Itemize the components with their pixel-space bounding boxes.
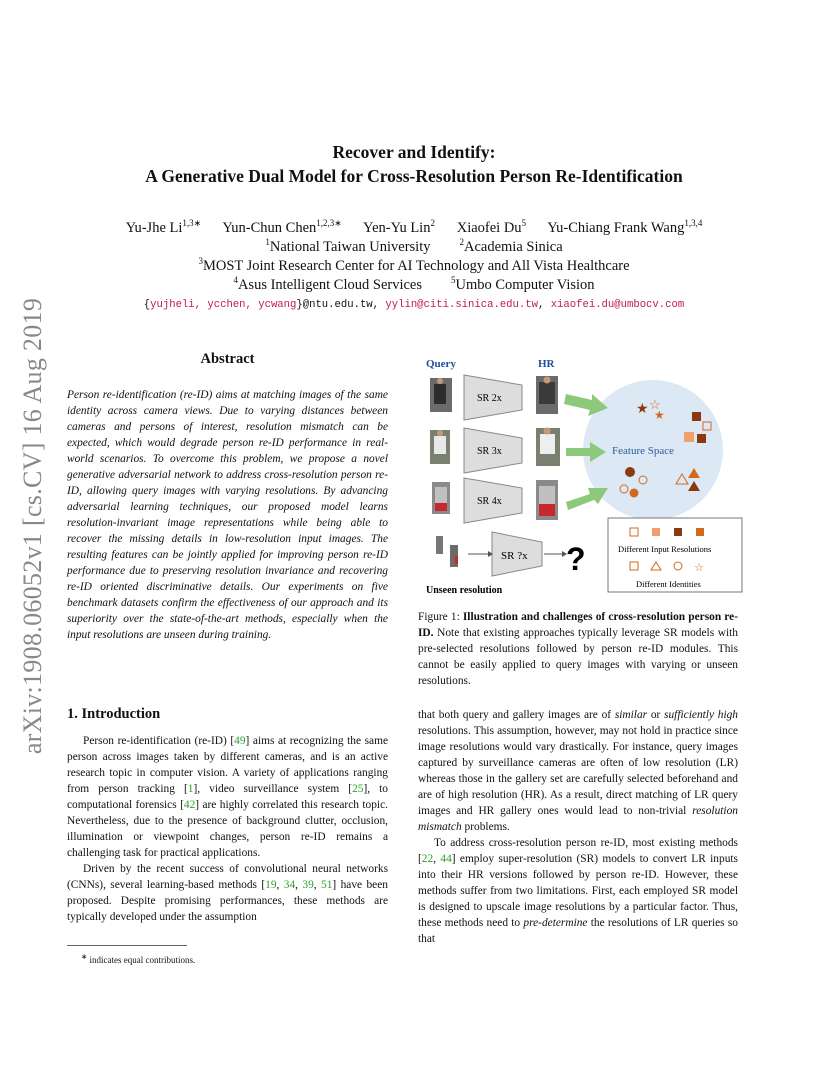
email-link[interactable]: yylin@citi.sinica.edu.tw [385, 299, 538, 311]
arxiv-identifier: arXiv:1908.06052v1 [cs.CV] 16 Aug 2019 [18, 297, 47, 755]
person-image [432, 482, 450, 514]
text: Person re-identification (re-ID) [ [83, 735, 235, 747]
square-icon [684, 432, 694, 442]
footnote [81, 952, 195, 965]
text: ], video surveillance system [ [193, 783, 353, 795]
affiliation: Asus Intelligent Cloud Services [237, 276, 422, 293]
affiliation-line-3 [0, 275, 828, 294]
text: problems. [461, 821, 510, 833]
sr-label-2x: SR 2x [477, 393, 502, 404]
square-icon [692, 412, 701, 421]
affiliation-line-2 [0, 256, 828, 275]
footnote-rule [67, 945, 187, 946]
introduction-heading: 1. Introduction [67, 706, 161, 722]
text: ], to computational forensics [ [67, 783, 388, 811]
figure-1 [418, 350, 748, 598]
paper-title-line-1: Recover and Identify: [332, 142, 496, 162]
author-affil-mark: 1,3∗ [182, 218, 202, 228]
emphasis: sufficiently high [664, 709, 739, 721]
text: that both query and gallery images are of [418, 709, 615, 721]
text: Driven by the recent success of convolutional neural networks (CNNs), several learning-based methods [ [67, 863, 388, 891]
author: Yu-Jhe Li [125, 219, 183, 236]
affiliation: MOST Joint Research Center for AI Technology and All Vista Healthcare [202, 257, 630, 274]
person-image [430, 378, 452, 412]
circle-icon [625, 467, 635, 477]
paragraph [67, 861, 388, 925]
star-icon: ★ [636, 402, 649, 417]
citation-link[interactable]: 25 [352, 783, 364, 795]
author-affil-mark: 2 [430, 218, 435, 228]
citation-link[interactable]: 34 [283, 879, 296, 891]
affiliation: National Taiwan University [269, 238, 431, 255]
text: the resolutions of LR queries so that [418, 917, 738, 945]
citation-link[interactable]: 42 [183, 799, 196, 811]
paragraph [418, 707, 738, 835]
author-affil-mark: 5 [521, 218, 527, 228]
question-mark: ? [566, 541, 586, 577]
caption-text: Note that existing approaches typically leverage SR models with pre-selected resolutions followed by person re-ID modules. This cannot be easily applied to query images with varying or unseen resolutions. [418, 627, 738, 687]
footnote-mark: ∗ [81, 952, 88, 961]
intro-left-column [67, 733, 388, 925]
author: Xiaofei Du [456, 219, 522, 236]
paper-title-line-2: A Generative Dual Model for Cross-Resolution Person Re-Identification [145, 166, 683, 186]
affil-mark: 2 [459, 237, 464, 247]
caption-prefix: Figure 1: [418, 611, 463, 623]
citation-link[interactable]: 49 [234, 735, 246, 747]
hr-label: HR [538, 358, 555, 370]
text: ] aims at recognizing the same person across images taken by different cameras, and is an active research topic in computer vision. A variety of applications ranging from person tracking [ [67, 735, 388, 795]
affiliation: Academia Sinica [463, 238, 563, 255]
person-image [430, 430, 450, 464]
green-arrow [566, 488, 608, 510]
text: , [295, 879, 303, 891]
affil-mark: 3 [198, 256, 203, 266]
sr-label-4x: SR 4x [477, 496, 502, 507]
circle-icon [630, 489, 639, 498]
caption-bold: Illustration and challenges of cross-resolution person re-ID. [418, 611, 738, 639]
emphasis: pre-determine [523, 917, 588, 929]
text: resolutions. This assumption, however, may not hold in practice since image resolutions would vary drastically. For instance, query images captured by surveillance cameras are often of low resolution (LR) whereas those in the gallery set are carefully selected beforehand and are of high resolution (HR). As a result, direct matching of LR query images and HR gallery ones would lead to non-trivial [418, 725, 738, 817]
email-sep: , [537, 299, 551, 311]
author-affil-mark: 1,3,4 [684, 218, 703, 228]
query-label: Query [426, 358, 456, 370]
sr-label-unknown: SR ?x [501, 550, 528, 562]
citation-link[interactable]: 1 [187, 783, 194, 795]
email-link[interactable]: xiaofei.du@umbocv.com [550, 299, 685, 311]
sr-label-3x: SR 3x [477, 446, 502, 457]
figure-caption [418, 609, 738, 689]
email-line [0, 299, 828, 311]
text: , [313, 879, 322, 891]
author-affil-mark: 1,2,3∗ [316, 218, 342, 228]
citation-link[interactable]: 51 [321, 879, 333, 891]
citation-link[interactable]: 44 [440, 853, 452, 865]
citation-link[interactable]: 22 [421, 853, 434, 865]
text: or [647, 709, 665, 721]
author: Yun-Chun Chen [222, 219, 317, 236]
square-icon [697, 434, 706, 443]
author-list [0, 218, 828, 237]
hr-person-image [536, 376, 558, 414]
affil-mark: 4 [233, 275, 238, 285]
citation-link[interactable]: 39 [302, 879, 314, 891]
affil-mark: 1 [265, 237, 270, 247]
text: ] have been proposed. Despite promising performances, these methods are typically developed under the assumption [67, 879, 388, 923]
legend-resolutions-label: Different Input Resolutions [618, 544, 712, 554]
paragraph [418, 835, 738, 947]
emphasis: resolution mismatch [418, 805, 738, 833]
legend-identities-label: Different Identities [636, 579, 701, 589]
citation-link[interactable]: 19 [265, 879, 277, 891]
star-outline-icon: ☆ [694, 562, 704, 574]
paragraph [67, 733, 388, 861]
text: ] are highly correlated this research topic. Nevertheless, due to the presence of background clutter, occlusion, illumination or viewpoint changes, person re-ID remains a challenging task for practical applications. [67, 799, 388, 859]
emphasis: similar [614, 709, 648, 721]
abstract-heading: Abstract [200, 351, 255, 367]
star-icon: ★ [654, 408, 665, 422]
hr-person-image [536, 480, 558, 520]
square-icon [652, 528, 660, 536]
email-domain: }@ntu.edu.tw, [296, 299, 386, 311]
author: Yen-Yu Lin [363, 219, 431, 236]
affiliation-line-1 [0, 237, 828, 256]
square-icon [696, 528, 704, 536]
text: To address cross-resolution person re-ID, most existing methods [ [418, 837, 738, 865]
email-brace: { [143, 299, 151, 311]
hr-person-image [536, 428, 560, 467]
abstract-text: Person re-identification (re-ID) aims at matching images of the same identity across camera views. Due to varying distances between cameras and persons of interest, resolution mismatch can be expected, which would degrade person re-ID performance in real-world scenarios. To overcome this problem, we propose a novel generative adversarial network to address cross-resolution person re-ID, allowing query images with varying resolutions. By advancing adversarial learning techniques, our proposed model learns resolution-invariant image representations while being able to recover the missing details in low-resolution input images. The resulting features can be jointly applied for improving person re-ID performance due to preserving resolution invariance and recovering re-ID oriented discriminative details. Our experiments on five benchmark datasets confirm the effectiveness of our approach and its superiority over the state-of-the-art methods, especially when the input resolutions are unseen during training. [67, 389, 388, 641]
author: Yu-Chiang Frank Wang [547, 219, 685, 236]
text: , [276, 879, 284, 891]
affiliation: Umbo Computer Vision [455, 276, 595, 293]
text: , [433, 853, 441, 865]
footnote-text: indicates equal contributions. [87, 955, 196, 965]
intro-right-column [418, 707, 738, 947]
affil-mark: 5 [451, 275, 456, 285]
text: ] employ super-resolution (SR) models to convert LR inputs into their HR versions followed by person re-ID. However, these methods suffer from two limitations. First, each employed SR model is designed to upscale image resolutions by a particular factor. Thus, these methods need to [418, 853, 738, 929]
feature-space-label: Feature Space [612, 445, 674, 457]
square-icon [674, 528, 682, 536]
email-link[interactable]: yujheli, ycchen, ycwang [150, 299, 297, 311]
unseen-resolution-label: Unseen resolution [426, 585, 503, 596]
star-outline-icon: ☆ [649, 397, 661, 412]
person-image [436, 536, 458, 567]
